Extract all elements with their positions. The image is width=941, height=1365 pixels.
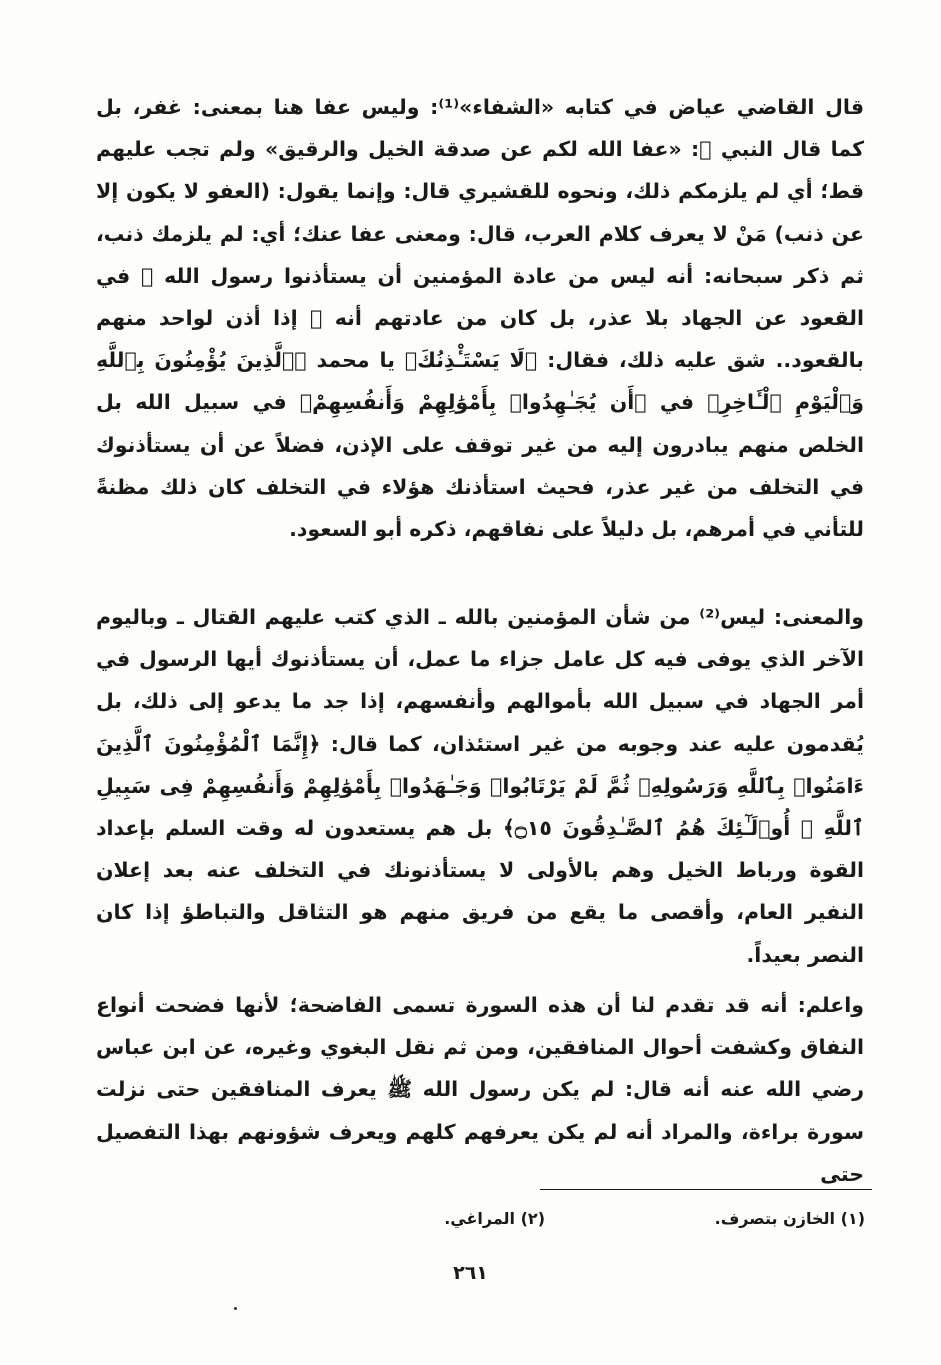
footnote-divider xyxy=(540,1189,872,1190)
scan-speck xyxy=(234,1307,237,1310)
footnote-2: (٢) المراغي. xyxy=(444,1209,545,1228)
paragraph-qadi-iyad: قال القاضي عياض في كتابه «الشفاء»⁽¹⁾: وليس عفا هنا بمعنى: غفر، بل كما قال النبي ﷺ: «عفا الله لكم عن صدقة الخيل والرقيق» ولم تجب عليهم قط؛ أي لم يلزمكم ذلك، ونحوه للقشيري قال: وإنما يقول: (العفو لا يكون إلا عن ذنب) مَنْ لا يعرف كلام العرب، قال: ومعنى عفا عنك؛ أي: لم يلزمك ذنب، ثم ذكر سبحانه: أنه ليس من عادة المؤمنين أن يستأذنوا رسول الله ﷺ في القعود عن الجهاد بلا عذر، بل كان من عادتهم أنه ﷺ إذا أذن لواحد منهم بالقعود.. شق عليه ذلك، فقال: ﴿لَا يَسْتَـْٔذِنُكَ﴾ يا محمد ﴿ٱلَّذِينَ يُؤْمِنُونَ بِٱللَّهِ وَٱلْيَوْمِ ٱلْـَٔاخِرِ﴾ في ﴿أَن يُجَـٰهِدُوا۟ بِأَمْوَٰلِهِمْ وَأَنفُسِهِمْ﴾ في سبيل الله بل الخلص منهم يبادرون إليه من غير توقف على الإذن، فضلاً عن أن يستأذنوك في التخلف من غير عذر، فحيث استأذنك هؤلاء في التخلف كان ذلك مظنةً للتأني في أمرهم، بل دليلاً على نفاقهم، ذكره أبو السعود. xyxy=(96,95,865,542)
footnotes xyxy=(265,1205,865,1233)
footnote-1: (١) الخازن بتصرف. xyxy=(714,1209,865,1228)
paragraph-meaning: والمعنى: ليس⁽²⁾ من شأن المؤمنين بالله ـ الذي كتب عليهم القتال ـ وباليوم الآخر الذي يوفى فيه كل عامل جزاء ما عمل، أن يستأذنوك أيها الرسول في أمر الجهاد في سبيل الله بأموالهم وأنفسهم، إذا جد ما يدعو إلى ذلك، بل يُقدمون عليه عند وجوبه من غير استئذان، كما قال: ﴿إِنَّمَا ٱلْمُؤْمِنُونَ ٱلَّذِينَ ءَامَنُوا۟ بِٱللَّهِ وَرَسُولِهِۦ ثُمَّ لَمْ يَرْتَابُوا۟ وَجَـٰهَدُوا۟ بِأَمْوَٰلِهِمْ وَأَنفُسِهِمْ فِى سَبِيلِ ٱللَّهِ ۚ أُو۟لَـٰٓئِكَ هُمُ ٱلصَّـٰدِقُونَ ۝١٥﴾ بل هم يستعدون له وقت السلم بإعداد القوة ورباط الخيل وهم بالأولى لا يستأذنونك في التخلف عنه بعد إعلان النفير العام، وأقصى ما يقع من فريق منهم هو التثاقل والتباطؤ إذا كان النصر بعيداً. xyxy=(96,605,864,967)
paragraph-know: واعلم: أنه قد تقدم لنا أن هذه السورة تسمى الفاضحة؛ لأنها فضحت أنواع النفاق وكشفت أحوال المنافقين، ومن ثم نقل البغوي وغيره، عن ابن عباس رضي الله عنه أنه قال: لم يكن رسول الله ﷺ يعرف المنافقين حتى نزلت سورة براءة، والمراد أنه لم يكن يعرفهم كلهم ويعرف شؤونهم بهذا التفصيل حتى xyxy=(96,993,864,1186)
page-number: ٢٦١ xyxy=(453,1262,488,1284)
